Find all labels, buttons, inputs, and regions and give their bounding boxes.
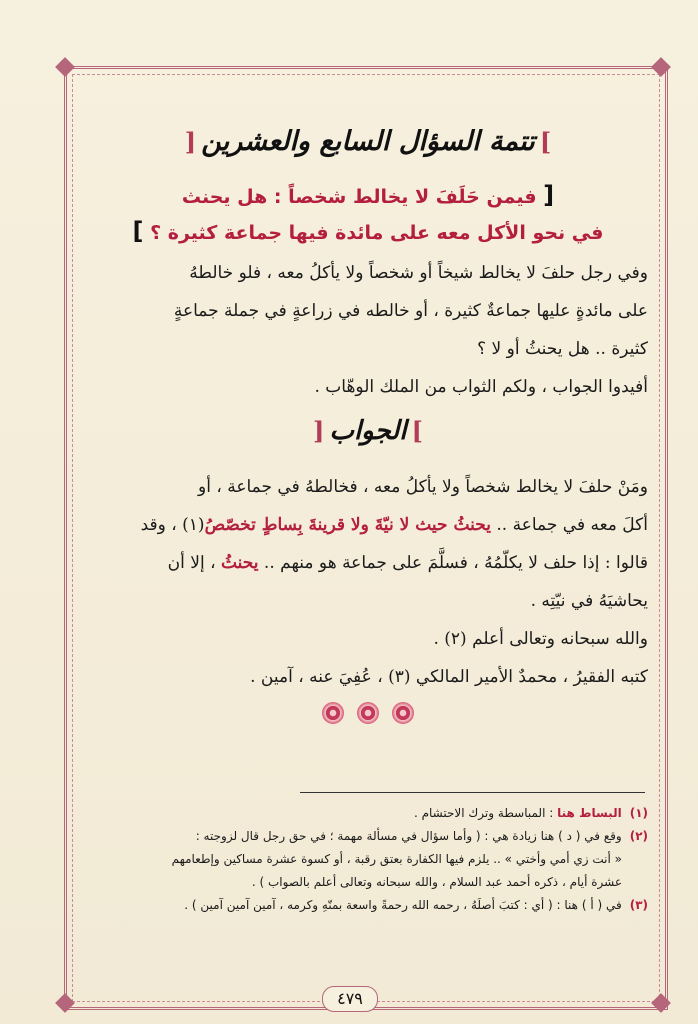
footnote-continuation: « أنت زي أمي وأختي » .. يلزم فيها الكفارة بعتق رقبة ، أو كسوة عشرة مساكين وإطعامهم: [171, 852, 622, 866]
footnote-number: (١): [629, 806, 648, 820]
question-heading: [88, 178, 648, 250]
footnote-number: (٢): [629, 829, 648, 843]
ornament-divider: [88, 702, 648, 732]
footnote-number: (٣): [629, 898, 648, 912]
rosette-icon: [357, 702, 379, 724]
question-line-1: فيمن حَلَفَ لا يخالط شخصاً : هل يحنث: [181, 186, 537, 208]
closing-line: والله سبحانه وتعالى أعلم (٢) .: [433, 629, 648, 649]
footnote-1: [88, 802, 648, 825]
question-bracket-open: [: [543, 181, 555, 209]
question-line-2: في نحو الأكل معه على مائدة فيها جماعة كثيرة ؟: [150, 222, 604, 244]
question-body: [88, 254, 648, 406]
footnotes: [88, 802, 648, 917]
answer-text: ، إلا أن: [167, 553, 221, 573]
bracket-left: ]: [539, 127, 552, 156]
body-line: على مائدةٍ عليها جماعةٌ كثيرة ، أو خالطه في زراعةٍ في جملة جماعةٍ: [173, 301, 648, 321]
answer-title: الجواب: [329, 416, 407, 446]
main-content: [88, 120, 648, 732]
answer-body: [88, 468, 648, 696]
answer-line: ومَنْ حلفَ لا يخالط شخصاً ولا يأكلُ معه ، فخالطهُ في جماعة ، أو: [198, 477, 648, 497]
footnote-continuation: عشرة أيام ، ذكره أحمد عبد السلام ، والله سبحانه وتعالى أعلم بالصواب ) .: [251, 875, 622, 889]
rosette-icon: [392, 702, 414, 724]
page-number: ٤٧٩: [322, 986, 378, 1012]
footnote-text: : المباسطة وترك الاحتشام .: [413, 806, 558, 820]
answer-text: (١) ، وقد: [140, 515, 205, 535]
bracket-left: ]: [411, 416, 423, 445]
question-bracket-close: ]: [132, 217, 144, 245]
footnote-key: البساط هنا: [557, 806, 622, 820]
answer-heading: [88, 416, 648, 468]
section-heading: [88, 126, 648, 178]
footnote-text: وقع في ( د ) هنا زيادة هي : ( وأما سؤال في مسألة مهمة ؛ في حق رجل قال لزوجته :: [195, 829, 622, 843]
footnote-3: [88, 894, 648, 917]
answer-text: قالوا : إذا حلف لا يكلّمُهُ ، فسلَّمَ على جماعة هو منهم ..: [258, 553, 648, 573]
footnote-2: [88, 825, 648, 848]
bracket-right: [: [313, 416, 325, 445]
signature-line: كتبه الفقيرُ ، محمدٌ الأمير المالكي (٣) ، عُفِيَ عنه ، آمين .: [250, 667, 648, 687]
answer-text: أكلَ معه في جماعة ..: [490, 515, 648, 535]
footnote-divider: [300, 792, 645, 793]
answer-line: يحاشيَهُ في نيّتِه .: [530, 591, 648, 611]
footnote-text: في ( أ ) هنا : ( أي : كتبَ أصلَهُ ، رحمه الله رحمةً واسعة بمنّهِ وكرمه ، آمين آمين آمين ) .: [184, 898, 622, 912]
rosette-icon: [322, 702, 344, 724]
section-title: تتمة السؤال السابع والعشرين: [201, 126, 535, 157]
answer-line: [88, 506, 648, 544]
body-line: كثيرة .. هل يحنثُ أو لا ؟: [477, 339, 648, 359]
body-line: وفي رجل حلفَ لا يخالط شيخاً أو شخصاً ولا يأكلُ معه ، فلو خالطهُ: [189, 263, 648, 283]
bracket-right: [: [184, 127, 197, 156]
answer-line: [88, 544, 648, 582]
answer-ruling: يحنثُ حيث لا نيّةَ ولا قرينةَ بِساطٍ تخصّصُ: [204, 515, 491, 535]
answer-ruling: يحنثُ: [220, 553, 259, 573]
closing-request: أفيدوا الجواب ، ولكم الثواب من الملك الوهّاب .: [314, 377, 648, 397]
